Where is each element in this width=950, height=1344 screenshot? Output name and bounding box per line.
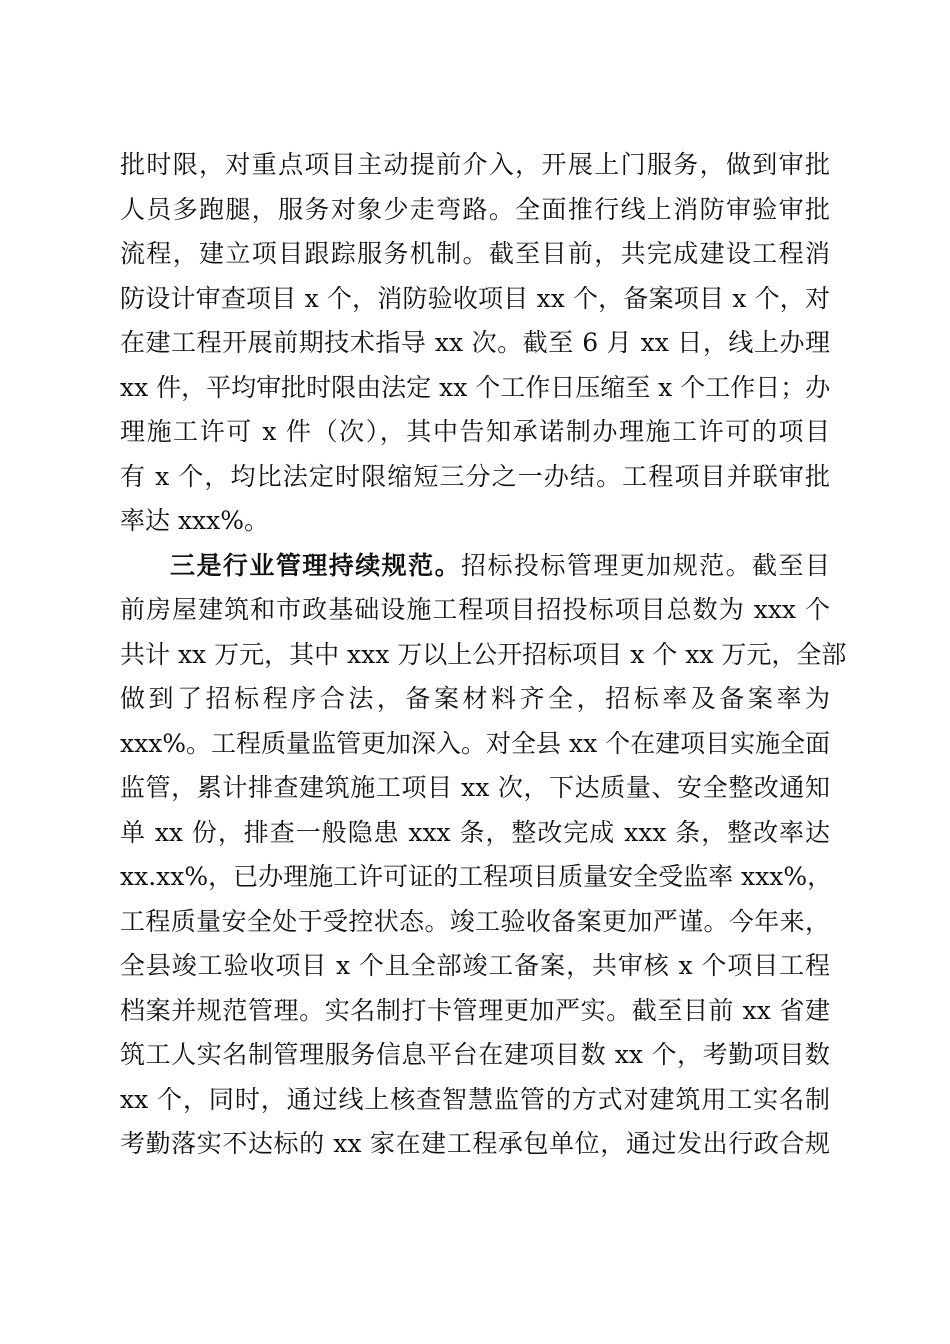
text-line: 单 xx 份，排查一般隐患 xxx 条，整改完成 xxx 条，整改率达 [120, 817, 830, 847]
text-line: 理施工许可 x 件（次），其中告知承诺制办理施工许可的项目 [120, 417, 830, 446]
text-line: 考勤落实不达标的 xx 家在建工程承包单位，通过发出行政合规 [120, 1129, 830, 1158]
text-line: xx 件，平均审批时限由法定 xx 个工作日压缩至 x 个工作日；办 [120, 372, 831, 402]
paragraph-2 [120, 544, 847, 1167]
text-line: 工程质量安全处于受控状态。竣工验收备案更加严谨。今年来， [120, 906, 830, 936]
text-line: xx.xx%，已办理施工许可证的工程项目质量安全受监率 xxx%， [120, 862, 833, 891]
paragraph-2-first-line [120, 544, 830, 589]
text-line: 有 x 个，均比法定时限缩短三分之一办结。工程项目并联审批 [120, 461, 830, 491]
text-line: 档案并规范管理。实名制打卡管理更加严实。截至目前 xx 省建 [120, 995, 830, 1025]
text-line: 批时限，对重点项目主动提前介入，开展上门服务，做到审批 [120, 150, 830, 179]
text-line: 共计 xx 万元，其中 xxx 万以上公开招标项目 x 个 xx 万元，全部 [120, 639, 847, 669]
text-line: 筑工人实名制管理服务信息平台在建项目数 xx 个，考勤项目数 [120, 1040, 830, 1069]
text-line: 监管，累计排查建筑施工项目 xx 次，下达质量、安全整改通知 [120, 773, 830, 802]
text-line: 前房屋建筑和市政基础设施工程项目招投标项目总数为 xxx 个 [120, 595, 830, 624]
paragraph-1 [120, 143, 830, 544]
text-line: 在建工程开展前期技术指导 xx 次。截至 6 月 xx 日，线上办理 [120, 328, 830, 357]
text-line: xx 个，同时，通过线上核查智慧监管的方式对建筑用工实名制 [120, 1084, 830, 1114]
text-line: xxx%。工程质量监管更加深入。对全县 xx 个在建项目实施全面 [120, 728, 831, 758]
text-line: 流程，建立项目跟踪服务机制。截至目前，共完成建设工程消 [120, 239, 830, 268]
text-line: 率达 xxx%。 [120, 506, 269, 535]
document-body [120, 143, 847, 1167]
text-line: 防设计审查项目 x 个，消防验收项目 xx 个，备案项目 x 个，对 [120, 283, 830, 313]
text-line: 人员多跑腿，服务对象少走弯路。全面推行线上消防审验审批 [120, 194, 830, 224]
text-line: 做到了招标程序合法，备案材料齐全，招标率及备案率为 [120, 684, 830, 713]
section-heading: 三是行业管理持续规范。 [170, 550, 462, 580]
text-run: 招标投标管理更加规范。截至目 [461, 550, 830, 580]
text-line: 全县竣工验收项目 x 个且全部竣工备案，共审核 x 个项目工程 [120, 951, 830, 980]
